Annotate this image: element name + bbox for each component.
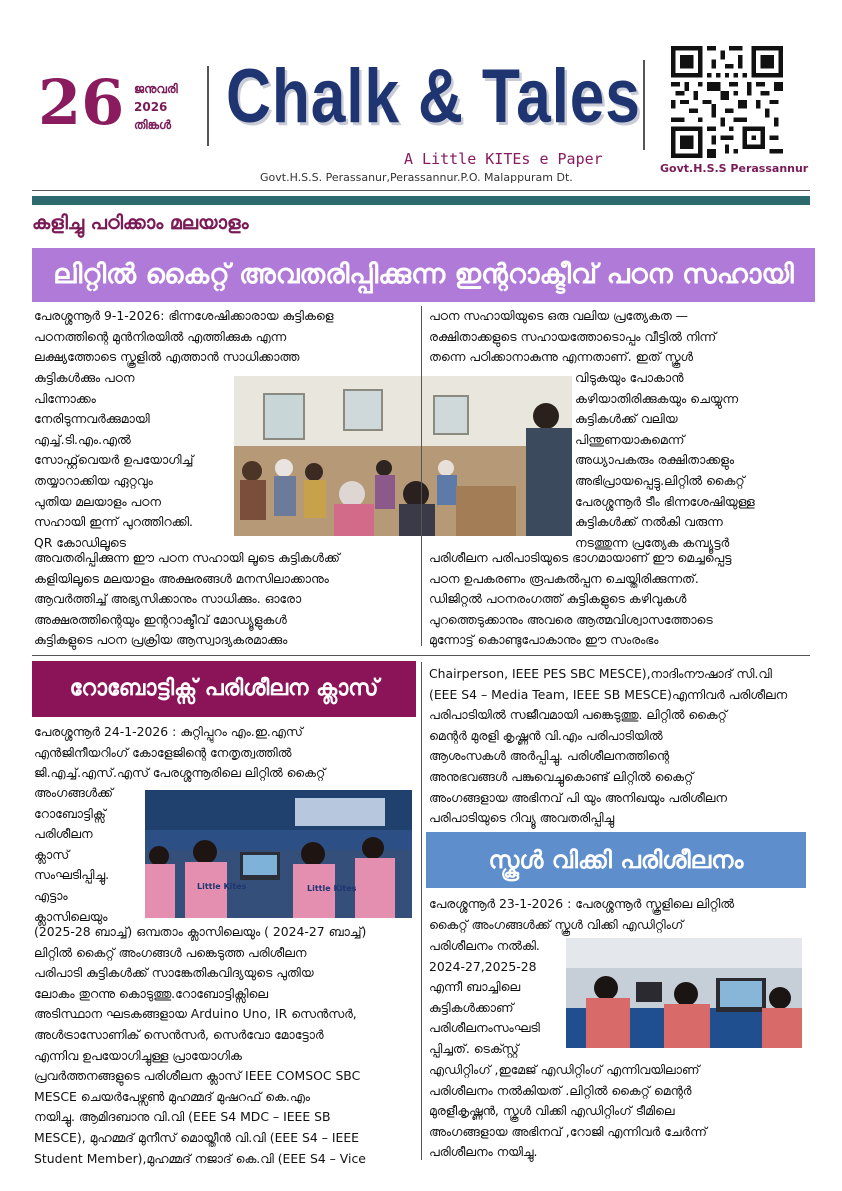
school-address: Govt.H.S.S. Perassanur,Perassannur.P.O. Malappuram Dt. bbox=[260, 171, 573, 184]
text-line: പരിപാടിയുടെ റിവ്യൂ അവതരിപ്പിച്ചു bbox=[429, 810, 615, 826]
date-month: ജനുവരി bbox=[134, 82, 178, 96]
text-line: പരിശീലന പരിപാടിയുടെ ഭാഗമായാണ് ഈ മെച്ചപ്പെട്ട bbox=[429, 550, 732, 565]
text-line: പുറത്തെടുക്കാനും അവരെ ആത്മവിശ്വാസത്തോടെ bbox=[429, 611, 713, 627]
text-line: നടത്തുന്ന പ്രത്യേക കമ്പ്യൂട്ടർ bbox=[575, 534, 730, 550]
text-line: പരിപാടി കുട്ടികൾക്ക് സാങ്കേതികവിദ്യയുടെ പുതിയ bbox=[34, 965, 314, 981]
shirt-print-left: Little Kites bbox=[197, 882, 247, 891]
masthead-divider-left bbox=[207, 66, 209, 146]
text-line: ക്ലാസ് bbox=[34, 846, 70, 862]
text-line: (EEE S4 – Media Team, IEEE SB MESCE)എന്നിവർ പരിശീലന bbox=[429, 686, 788, 702]
text-line: Chairperson, IEEE PES SBC MESCE),നാദിംനൗഷാദ് സി.വി bbox=[429, 666, 772, 681]
article2-top bbox=[34, 722, 325, 784]
newspaper-title: Chalk & Tales bbox=[226, 54, 641, 139]
text-line: പുതിയ മലയാളം പഠന bbox=[34, 493, 161, 509]
text-line: സഹായി ഇന്ന് പുറത്തിറക്കി. bbox=[34, 514, 193, 530]
text-line: നയിച്ചു. ആമിദബാനു വി.വി (EEE S4 MDC – IEEE SB bbox=[34, 1109, 331, 1125]
text-line: കുട്ടികൾക്കാണ് bbox=[429, 999, 514, 1015]
text-line: അക്ഷരത്തിന്റെയും ഇന്ററാക്ടീവ് മോഡ്യൂളുകൾ bbox=[34, 611, 287, 627]
text-line: കുട്ടികൾക്ക് നൽകി വരുന്ന bbox=[575, 514, 723, 530]
text-line: MESCE), മുഹമ്മദ് മുനീസ് മൊയ്തീൻ വി.വി (EEE S4 – IEEE bbox=[34, 1129, 359, 1145]
section-divider bbox=[32, 655, 810, 656]
masthead-divider-right bbox=[643, 60, 645, 150]
robotics-photo bbox=[145, 790, 412, 918]
computer-lab-photo bbox=[566, 938, 802, 1048]
text-line: പേരശ്ശന്നൂർ 9-1-2026: ഭിന്നശേഷിക്കാരായ കുട്ടികളെ bbox=[34, 308, 334, 323]
text-line: QR കോഡിലൂടെ bbox=[34, 534, 126, 550]
text-line: പേരശ്ശന്നൂർ 23-1-2026 : പേരശ്ശന്നൂർ സ്കൂളിലെ ലിറ്റിൽ bbox=[429, 896, 735, 911]
text-line: അംഗങ്ങളായ അഭിനവ് ,റോജി എന്നിവർ ചേർന്ന് bbox=[429, 1123, 707, 1139]
text-line: സോഫ്റ്റ്‌വെയർ ഉപയോഗിച്ച് bbox=[34, 452, 194, 468]
text-line: പരിപാടിയിൽ സജീവമായി പങ്കെടുത്തു. ലിറ്റിൽ കൈറ്റ് bbox=[429, 707, 727, 723]
text-line: ആവർത്തിച്ച് അഭ്യസിക്കാനും സാധിക്കും. ഓരോ bbox=[34, 591, 302, 607]
date-day: 26 bbox=[38, 66, 125, 139]
text-line: അഭിപ്രായപ്പെട്ടു.ലിറ്റിൽ കൈറ്റ് bbox=[575, 472, 745, 488]
text-line: പഠന ഉപകരണം രൂപകൽപ്പന ചെയ്തിരിക്കുന്നത്. bbox=[429, 570, 699, 586]
text-line: കുട്ടികളുടെ പഠന പ്രക്രിയ ആസ്വാദ്യകരമാക്കും bbox=[34, 632, 288, 648]
text-line: അൾട്രാസോണിക് സെൻസർ, സെർവോ മോട്ടോർ bbox=[34, 1026, 324, 1042]
article1-kicker: കളിച്ചു പഠിക്കാം മലയാളം bbox=[32, 212, 249, 234]
text-line: കൈറ്റ് അംഗങ്ങൾക്ക് സ്കൂൾ വിക്കി എഡിറ്റിംഗ് bbox=[429, 916, 684, 932]
article1-col2-bottom bbox=[429, 548, 731, 651]
school-label: Govt.H.S.S Perassannur bbox=[660, 162, 809, 175]
text-line: പ്പിച്ചത്. ടെക്സ്റ്റ് bbox=[429, 1040, 519, 1056]
date-year: 2026 bbox=[134, 100, 168, 114]
text-line: പരിശീലനം നൽകിയത് .ലിറ്റിൽ കൈറ്റ് മെന്റർ bbox=[429, 1082, 692, 1098]
text-line: പരിശീലനം നയിച്ചു. bbox=[429, 1144, 538, 1160]
text-line: അംഗങ്ങൾക്ക് bbox=[34, 785, 113, 800]
text-line: പരിശീലനംസംഘടി bbox=[429, 1020, 540, 1036]
text-line: മുന്നോട്ട് കൊണ്ടുപോകാനും ഈ സംരംഭം bbox=[429, 632, 659, 648]
text-line: ലോകം തുറന്നു കൊടുത്തു.റോബോട്ടിക്സിലെ bbox=[34, 985, 268, 1001]
text-line: എട്ടാം bbox=[34, 887, 68, 903]
text-line: വിടുകയും പോകാൻ bbox=[575, 370, 684, 385]
text-line: ആശംസകൾ അർപ്പിച്ചു. പരിശീലനത്തിന്റെ bbox=[429, 748, 670, 764]
text-line: Student Member),മുഹമ്മദ് നജാദ് കെ.വി (EEE S4 – Vice bbox=[34, 1150, 366, 1166]
article1-col2-top bbox=[429, 306, 716, 368]
article3-bottom bbox=[429, 1060, 707, 1163]
text-line: 2024-27,2025-28 bbox=[429, 958, 537, 974]
text-line: (2025-28 ബാച്ച്) ഒമ്പതാം ക്ലാസിലെയും ( 2024-27 ബാച്ച്) bbox=[34, 924, 367, 939]
text-line: പ്രവർത്തനങ്ങളുടെ പരിശീലന ക്ലാസ് IEEE COMSOC SBC bbox=[34, 1068, 361, 1084]
qr-code-icon[interactable] bbox=[671, 46, 783, 158]
text-line: സംഘടിപ്പിച്ചു. bbox=[34, 867, 110, 883]
text-line: പരിശീലന bbox=[34, 826, 93, 842]
lower-column-divider bbox=[421, 662, 422, 1160]
text-line: ഡിജിറ്റൽ പഠനരംഗത്ത് കുട്ടികളുടെ കഴിവുകൾ bbox=[429, 591, 687, 607]
text-line: അനുഭവങ്ങൾ പങ്കുവെച്ചുകൊണ്ട് ലിറ്റിൽ കൈറ്റ് bbox=[429, 768, 694, 784]
article1-column-divider bbox=[421, 306, 422, 646]
article1-col1-top bbox=[34, 306, 334, 368]
text-line: മുരളീകൃഷ്ണൻ, സ്കൂൾ വിക്കി എഡിറ്റിംഗ് ടീമിലെ bbox=[429, 1103, 675, 1119]
text-line: ലിറ്റിൽ കൈറ്റ് അംഗങ്ങൾ പങ്കെടുത്ത പരിശീലന bbox=[34, 944, 307, 960]
text-line: ജി.എച്ച്.എസ്.എസ് പേരശ്ശന്നൂരിലെ ലിറ്റിൽ കൈറ്റ് bbox=[34, 765, 326, 781]
classroom-photo bbox=[234, 376, 572, 536]
article1-headline: ലിറ്റിൽ കൈറ്റ് അവതരിപ്പിക്കുന്ന ഇന്ററാക്ടീവ് പഠന സഹായി bbox=[32, 248, 815, 302]
date-details bbox=[134, 80, 178, 134]
text-line: പിന്നോക്കം bbox=[34, 390, 96, 406]
text-line: ക്ലാസിലെയും bbox=[34, 908, 108, 924]
article1-col2-side bbox=[575, 368, 755, 553]
article2-col2 bbox=[429, 664, 787, 829]
text-line: പരിശീലനം നൽകി. bbox=[429, 938, 540, 953]
text-line: പേരശ്ശന്നൂർ 24-1-2026 : കുറ്റിപ്പുറം എം.ഇ.എസ് bbox=[34, 724, 303, 739]
text-line: കളിയിലൂടെ മലയാളം അക്ഷരങ്ങൾ മനസിലാക്കാനും bbox=[34, 570, 329, 586]
masthead-bar bbox=[32, 196, 810, 205]
text-line: പഠനത്തിന്റെ മുൻനിരയിൽ എത്തിക്കുക എന്ന bbox=[34, 328, 287, 344]
article3-top bbox=[429, 894, 734, 935]
article2-bottom bbox=[34, 922, 366, 1169]
text-line: പിന്തുണയാകുമെന്ന് bbox=[575, 431, 685, 447]
text-line: എൻജിനീയറിംഗ് കോളേജിന്റെ നേതൃത്വത്തിൽ bbox=[34, 744, 292, 760]
text-line: കുട്ടികൾക്കും പഠന bbox=[34, 370, 135, 385]
text-line: റോബോട്ടിക്സ് bbox=[34, 805, 106, 821]
text-line: MESCE ചെയർപേഴ്സൺ മുഹമ്മദ് മുഷറഫ് കെ.എം bbox=[34, 1088, 310, 1104]
shirt-print-right: Little Kites bbox=[307, 884, 357, 893]
date-weekday: തിങ്കൾ bbox=[134, 118, 172, 132]
text-line: അംഗങ്ങളായ അഭിനവ് പി യും അനിഖയും പരിശീലന bbox=[429, 789, 727, 805]
text-line: അടിസ്ഥാന ഘടകങ്ങളായ Arduino Uno, IR സെൻസർ, bbox=[34, 1006, 357, 1022]
article1-col1-bottom bbox=[34, 548, 340, 651]
masthead-rule bbox=[32, 190, 810, 191]
text-line: മെന്റർ മുരളി കൃഷ്ണൻ വി.എം പരിപാടിയിൽ bbox=[429, 727, 663, 743]
text-line: എച്ച്.ടി.എം.എൽ bbox=[34, 431, 131, 447]
article3-side bbox=[429, 936, 540, 1060]
text-line: പേരശ്ശന്നൂർ ടീം ഭിന്നശേഷിയുള്ള bbox=[575, 493, 755, 509]
article2-headline: റോബോട്ടിക്സ് പരിശീലന ക്ലാസ് bbox=[32, 661, 416, 717]
text-line: ലക്ഷ്യത്തോടെ സ്കൂളിൽ എത്താൻ സാധിക്കാത്ത bbox=[34, 349, 300, 365]
article2-side bbox=[34, 783, 113, 927]
article1-col1-side bbox=[34, 368, 193, 553]
text-line: എന്നീ ബാച്ചിലെ bbox=[429, 979, 521, 995]
text-line: നേരിടുന്നവർക്കുമായി bbox=[34, 411, 150, 427]
text-line: അവതരിപ്പിക്കുന്ന ഈ പഠന സഹായി ലൂടെ കുട്ടികൾക്ക് bbox=[34, 550, 340, 565]
text-line: തയ്യാറാക്കിയ ഏറ്റവും bbox=[34, 472, 153, 488]
text-line: കുട്ടികൾക്ക് വലിയ bbox=[575, 411, 678, 427]
text-line: എഡിറ്റിംഗ് ,ഇമേജ് എഡിറ്റിംഗ് എന്നിവയിലാണ് bbox=[429, 1062, 700, 1077]
text-line: രക്ഷിതാക്കളുടെ സഹായത്തോടൊപ്പം വീട്ടിൽ നിന്ന് bbox=[429, 328, 717, 344]
text-line: തന്നെ പഠിക്കാനാകുന്നു എന്നതാണ്. ഇത് സ്കൂൾ bbox=[429, 349, 693, 365]
text-line: പഠന സഹായിയുടെ ഒരു വലിയ പ്രത്യേകത — bbox=[429, 308, 689, 323]
text-line: കഴിയാതിരിക്കുകയും ചെയ്യുന്ന bbox=[575, 390, 738, 406]
newspaper-tagline: A Little KITEs e Paper bbox=[404, 150, 603, 168]
text-line: എന്നിവ ഉപയോഗിച്ചുള്ള പ്രായോഗിക bbox=[34, 1047, 242, 1063]
text-line: അധ്യാപകരും രക്ഷിതാക്കളും bbox=[575, 452, 735, 468]
article3-headline: സ്കൂൾ വിക്കി പരിശീലനം bbox=[426, 832, 806, 888]
